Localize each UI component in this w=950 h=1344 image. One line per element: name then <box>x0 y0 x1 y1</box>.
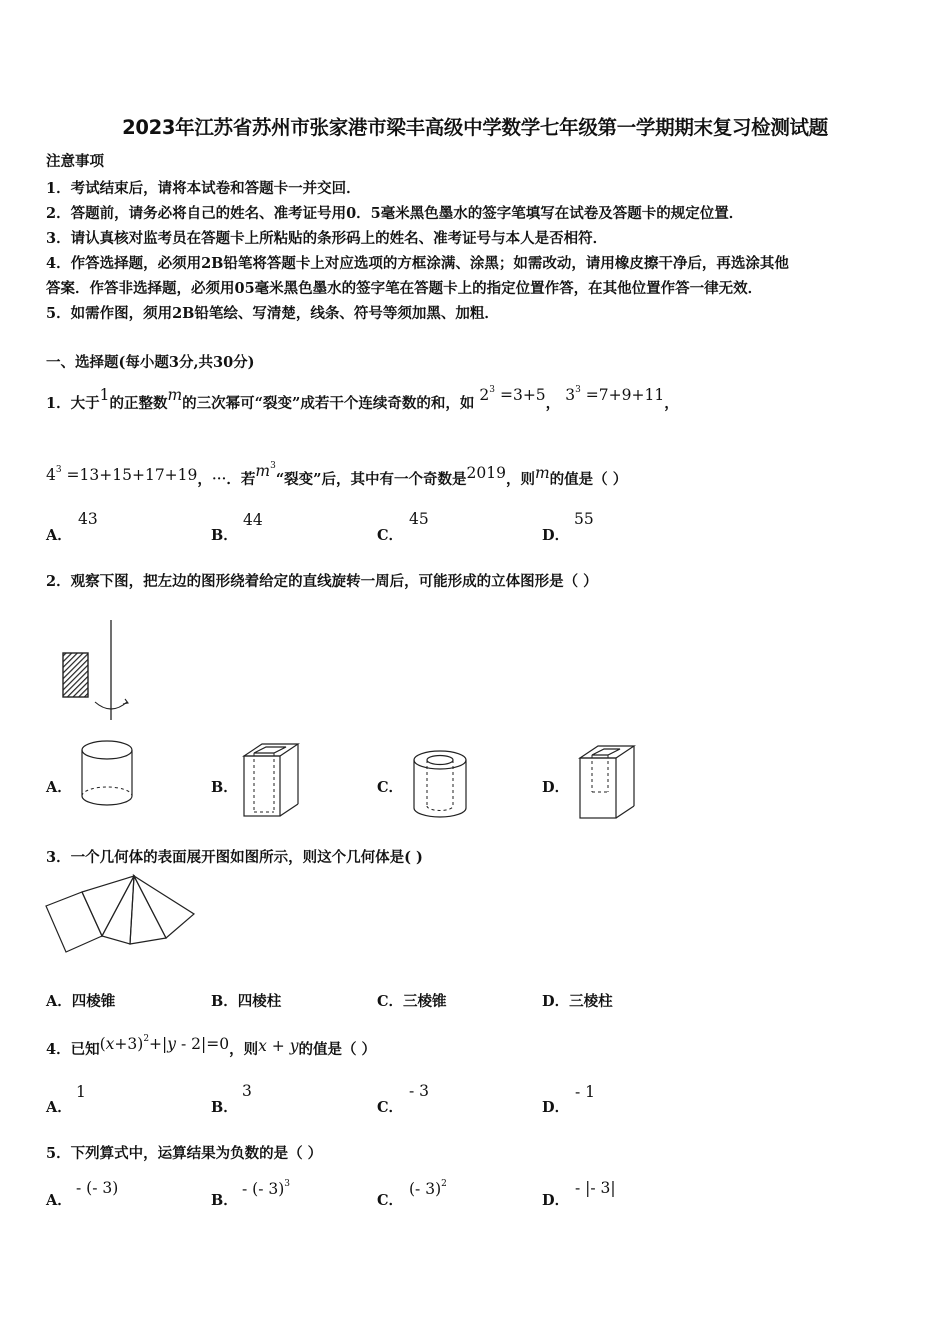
q1-example-3-exp: 3 <box>55 465 62 475</box>
q4-equation <box>100 1035 230 1053</box>
q1-option-c-label[interactable]: C． <box>377 527 404 544</box>
q4-option-a-label[interactable]: A． <box>46 1099 72 1116</box>
q1-separator-2: ， <box>664 395 679 412</box>
q4-option-c-value: - 3 <box>409 1082 430 1100</box>
hatched-rectangle <box>63 653 88 697</box>
q1-option-a-label[interactable]: A． <box>46 527 72 544</box>
note-3: 3．请认真核对监考员在答题卡上所粘贴的条形码上的姓名、准考证号与本人是否相符． <box>46 230 608 247</box>
q3-option-a-value: 四棱锥 <box>71 993 116 1010</box>
q5-option-c-exp: 2 <box>441 1179 447 1189</box>
q1-separator: ， <box>545 395 561 412</box>
q3-option-b-label: B． <box>211 993 238 1010</box>
q1-example-1 <box>479 386 545 404</box>
q4-eq-paren: ( <box>99 1035 106 1053</box>
q1-var-m: m <box>167 386 183 404</box>
q3-option-c-value: 三棱锥 <box>403 993 447 1010</box>
pyramid-net-figure <box>44 876 199 956</box>
q3-option-d[interactable] <box>542 990 613 1011</box>
rotation-figure <box>55 618 145 723</box>
q4-text-2: ，则 <box>229 1041 259 1058</box>
q4-option-c-label[interactable]: C． <box>377 1099 404 1116</box>
q5-option-a-label[interactable]: A． <box>46 1192 72 1209</box>
q4-text-1: 4．已知 <box>46 1041 100 1058</box>
question-1-line-2 <box>46 461 627 489</box>
q4-eq-square: 2 <box>143 1034 150 1044</box>
q1-var-m-2 <box>255 462 275 480</box>
q4-eq-abs-open: | <box>162 1035 168 1053</box>
q1-example-1-base: 2 <box>479 386 490 404</box>
q3-option-a-label: A． <box>46 993 72 1010</box>
q1-option-d-label[interactable]: D． <box>542 527 570 544</box>
q5-option-c-expr: (- 3) <box>409 1180 442 1198</box>
q1-option-b-value: 44 <box>243 511 263 529</box>
q3-option-c[interactable] <box>377 990 447 1011</box>
q4-option-b-label[interactable]: B． <box>211 1099 238 1116</box>
question-5: 5．下列算式中，运算结果为负数的是（ ） <box>46 1145 323 1162</box>
q5-option-b-label[interactable]: B． <box>211 1192 238 1209</box>
q4-expression <box>258 1037 298 1055</box>
q3-option-b-value: 四棱柱 <box>237 993 282 1010</box>
notes-heading: 注意事项 <box>46 153 104 170</box>
q1-example-2-sum: =7+9+11 <box>585 386 665 404</box>
cylinder-icon <box>80 738 136 810</box>
q1-text-4: ，⋯．若 <box>197 471 256 488</box>
q5-option-d-expr: - |- 3| <box>575 1179 616 1197</box>
q3-option-a[interactable] <box>46 990 115 1011</box>
q1-example-3-base: 4 <box>46 466 56 484</box>
note-1: 1．考试结束后，请将本试卷和答题卡一并交回． <box>46 180 361 197</box>
q4-eq-y: y <box>167 1035 177 1053</box>
q1-example-2 <box>565 386 664 404</box>
note-2: 2．答题前，请务必将自己的姓名、准考证号用0．5毫米黑色墨水的签字笔填写在试卷及答题卡的规定位置． <box>46 205 744 222</box>
section-heading: 一、选择题(每小题3分,共30分) <box>46 354 255 371</box>
q1-option-c-value: 45 <box>409 510 429 528</box>
question-3: 3．一个几何体的表面展开图如图所示，则这个几何体是( ) <box>46 849 423 866</box>
q4-eq-zero: =0 <box>206 1035 230 1053</box>
q3-option-d-value: 三棱柱 <box>569 993 613 1010</box>
q1-example-1-sum: =3+5 <box>499 386 546 404</box>
q4-eq-minus2: - 2| <box>176 1035 207 1053</box>
q4-option-d-value: - 1 <box>575 1083 596 1101</box>
q3-option-b[interactable] <box>211 990 281 1011</box>
q2-option-b-label[interactable]: B． <box>211 779 238 796</box>
q4-eq-plus3: +3) <box>114 1035 144 1053</box>
q1-option-d-value: 55 <box>574 510 594 528</box>
exam-title: 2023年江苏省苏州市张家港市梁丰高级中学数学七年级第一学期期末复习检测试题 <box>122 116 828 139</box>
q4-option-d-label[interactable]: D． <box>542 1099 570 1116</box>
q4-plus: + <box>266 1037 290 1055</box>
q5-option-c-value <box>409 1179 447 1198</box>
q5-option-d-value <box>575 1179 616 1197</box>
q4-text-3: 的值是（ ） <box>298 1041 377 1058</box>
q1-option-b-label[interactable]: B． <box>211 527 238 544</box>
note-4-continued: 答案．作答非选择题，必须用05毫米黑色墨水的签字笔在答题卡上的指定位置作答，在其他位置作答一律无效． <box>46 280 763 297</box>
q4-eq-x: x <box>105 1035 115 1053</box>
question-2: 2．观察下图，把左边的图形绕着给定的直线旋转一周后，可能形成的立体图形是（ ） <box>46 573 598 590</box>
q1-text-1: 1．大于 <box>46 395 100 412</box>
q1-var-m-2-exp: 3 <box>270 461 276 471</box>
q5-option-b-exp: 3 <box>284 1179 291 1189</box>
q1-text-7: 的值是（ ） <box>549 471 628 488</box>
q1-example-2-base: 3 <box>565 386 576 404</box>
q1-text-6: ，则 <box>505 471 535 488</box>
q3-option-d-label: D． <box>542 993 570 1010</box>
q4-option-b-value: 3 <box>242 1082 252 1100</box>
hollow-cylinder-icon <box>411 748 471 820</box>
hollow-prism-icon <box>240 740 302 822</box>
note-5: 5．如需作图，须用2B铅笔绘、写清楚，线条、符号等须加黑、加粗． <box>46 305 499 322</box>
note-4: 4．作答选择题，必须用2B铅笔将答题卡上对应选项的方框涂满、涂黑；如需改动，请用橡皮擦干净后，再选涂其他 <box>46 255 789 272</box>
q5-option-b-value <box>242 1179 290 1198</box>
q5-option-a-expr: - (- 3) <box>76 1179 119 1197</box>
question-4 <box>46 1034 376 1059</box>
q2-option-c-label[interactable]: C． <box>377 779 404 796</box>
q1-example-1-exp: 3 <box>489 385 496 395</box>
q1-text-5: “裂变”后，其中有一个奇数是 <box>275 471 467 488</box>
prism-with-hole-icon <box>576 742 638 824</box>
q1-example-3-sum: =13+15+17+19 <box>66 466 198 484</box>
q2-option-a-label[interactable]: A． <box>46 779 72 796</box>
q1-var-m-3: m <box>534 464 550 482</box>
q1-text-3: 的三次幂可“裂变”成若干个连续奇数的和，如 <box>182 395 475 412</box>
q1-example-2-exp: 3 <box>575 385 581 395</box>
q1-text-2: 的正整数 <box>109 395 168 412</box>
q4-option-a-value: 1 <box>76 1083 86 1101</box>
q1-example-3 <box>46 466 197 484</box>
q5-option-a-value <box>76 1179 118 1197</box>
q4-var-y: y <box>289 1037 299 1055</box>
q5-option-d-label[interactable]: D． <box>542 1192 570 1209</box>
q1-number-1: 1 <box>99 386 110 404</box>
question-1-line-1 <box>46 385 679 413</box>
q5-option-b-expr: - (- 3) <box>242 1180 285 1198</box>
q5-option-c-label[interactable]: C． <box>377 1192 404 1209</box>
q2-option-d-label[interactable]: D． <box>542 779 570 796</box>
q1-var-m-2-base: m <box>255 462 271 480</box>
q3-option-c-label: C． <box>377 993 404 1010</box>
q4-var-x: x <box>258 1037 267 1055</box>
q1-option-a-value: 43 <box>78 510 98 528</box>
q1-odd-number: 2019 <box>466 464 506 482</box>
q4-eq-plus: + <box>149 1035 163 1053</box>
